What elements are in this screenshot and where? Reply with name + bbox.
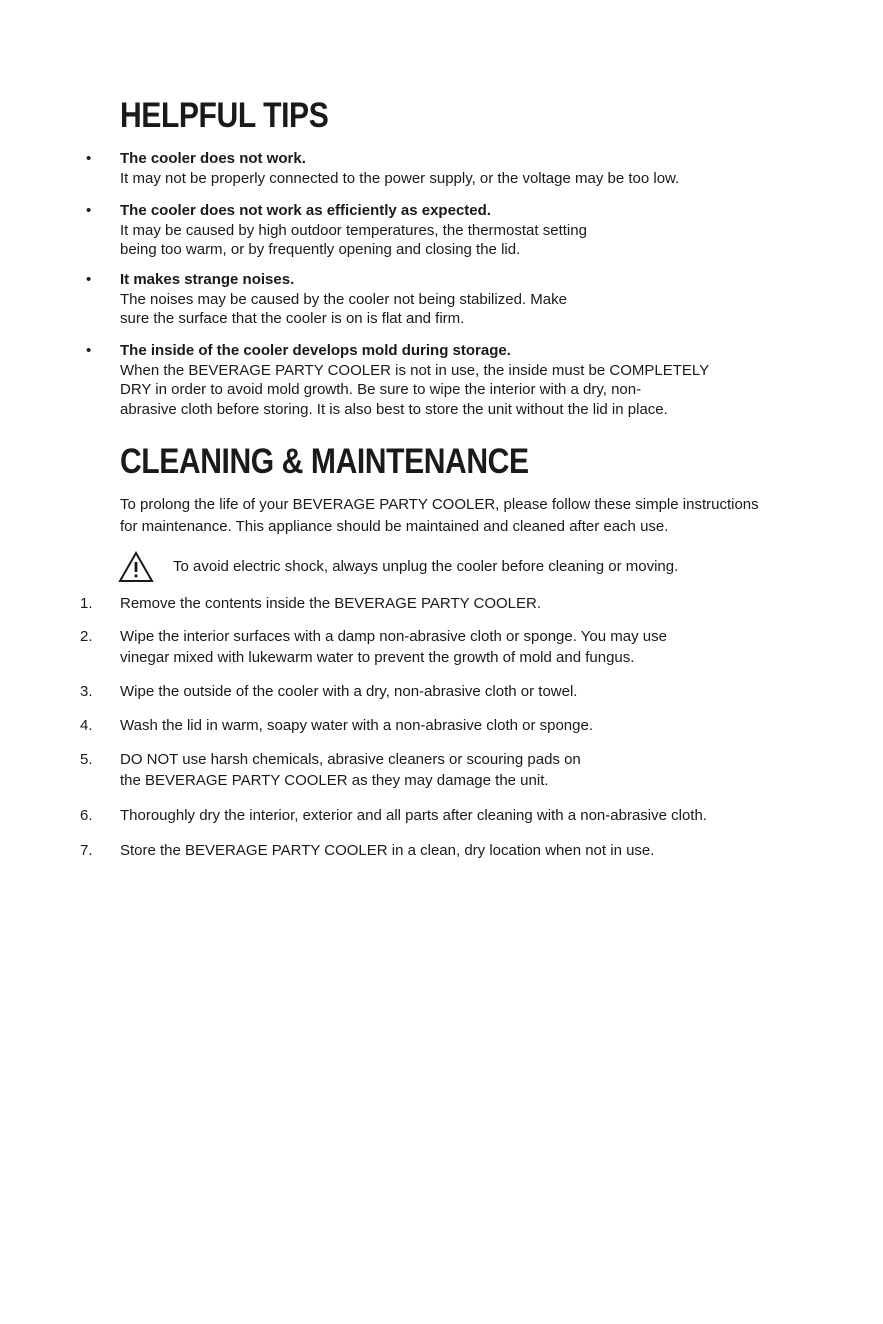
bullet: •: [86, 150, 92, 167]
cleaning-step: [80, 681, 578, 702]
step-text: vinegar mixed with lukewarm water to prevent the growth of mold and fungus.: [120, 649, 635, 666]
cleaning-step: [80, 715, 594, 736]
tip-title: The inside of the cooler develops mold during storage.: [120, 342, 511, 359]
tip-item: [86, 270, 820, 329]
tip-title: The cooler does not work.: [120, 150, 306, 167]
intro-text: To prolong the life of your BEVERAGE PARTY COOLER, please follow these simple instructions: [120, 496, 759, 513]
step-text: Wipe the outside of the cooler with a dry, non-abrasive cloth or towel.: [120, 683, 578, 700]
step-text: the BEVERAGE PARTY COOLER as they may damage the unit.: [120, 772, 549, 789]
warning-text: To avoid electric shock, always unplug the cooler before cleaning or moving.: [173, 558, 679, 575]
tip-text: abrasive cloth before storing. It is also best to store the unit without the lid in place.: [120, 400, 668, 418]
intro-text: for maintenance. This appliance should be maintained and cleaned after each use.: [120, 517, 669, 535]
step-text: Wash the lid in warm, soapy water with a non-abrasive cloth or sponge.: [120, 717, 594, 734]
cleaning-step: [80, 805, 707, 826]
step-number: 5.: [80, 751, 93, 768]
bullet: •: [86, 342, 92, 359]
step-text: DO NOT use harsh chemicals, abrasive cleaners or scouring pads on: [120, 751, 581, 768]
cleaning-step: [80, 749, 581, 791]
helpful-tips-heading: HELPFUL TIPS: [120, 96, 329, 135]
tip-item: [86, 201, 820, 260]
cleaning-intro: [120, 494, 759, 537]
tip-text: sure the surface that the cooler is on is flat and firm.: [120, 310, 465, 327]
cleaning-step: [80, 840, 655, 861]
step-number: 4.: [80, 717, 93, 734]
bullet: •: [86, 271, 92, 288]
step-number: 6.: [80, 807, 93, 824]
cleaning-step: [80, 593, 542, 614]
tip-item: [86, 341, 820, 419]
bullet: •: [86, 202, 92, 219]
tip-title: The cooler does not work as efficiently as expected.: [120, 202, 491, 219]
cleaning-maintenance-heading: CLEANING & MAINTENANCE: [120, 442, 529, 481]
step-text: Thoroughly dry the interior, exterior and all parts after cleaning with a non-abrasive cloth.: [120, 807, 707, 824]
step-number: 7.: [80, 842, 93, 859]
tip-item: [86, 149, 820, 188]
warning-triangle-icon: [118, 551, 154, 583]
step-text: Remove the contents inside the BEVERAGE PARTY COOLER.: [120, 595, 542, 612]
step-number: 1.: [80, 595, 93, 612]
tip-text: It may be caused by high outdoor temperatures, the thermostat setting: [120, 221, 587, 239]
tip-text: DRY in order to avoid mold growth. Be sure to wipe the interior with a dry, non-: [120, 381, 642, 398]
cleaning-step: [80, 626, 667, 668]
tip-title: It makes strange noises.: [120, 271, 295, 288]
tip-text: being too warm, or by frequently opening and closing the lid.: [120, 241, 521, 258]
tip-text: When the BEVERAGE PARTY COOLER is not in use, the inside must be COMPLETELY: [120, 361, 710, 379]
step-text: Store the BEVERAGE PARTY COOLER in a clean, dry location when not in use.: [120, 842, 655, 859]
tip-text: The noises may be caused by the cooler not being stabilized. Make: [120, 290, 567, 308]
step-number: 2.: [80, 628, 93, 645]
step-text: Wipe the interior surfaces with a damp non-abrasive cloth or sponge. You may use: [120, 628, 667, 645]
tip-text: It may not be properly connected to the power supply, or the voltage may be too low.: [120, 169, 680, 187]
step-number: 3.: [80, 683, 93, 700]
